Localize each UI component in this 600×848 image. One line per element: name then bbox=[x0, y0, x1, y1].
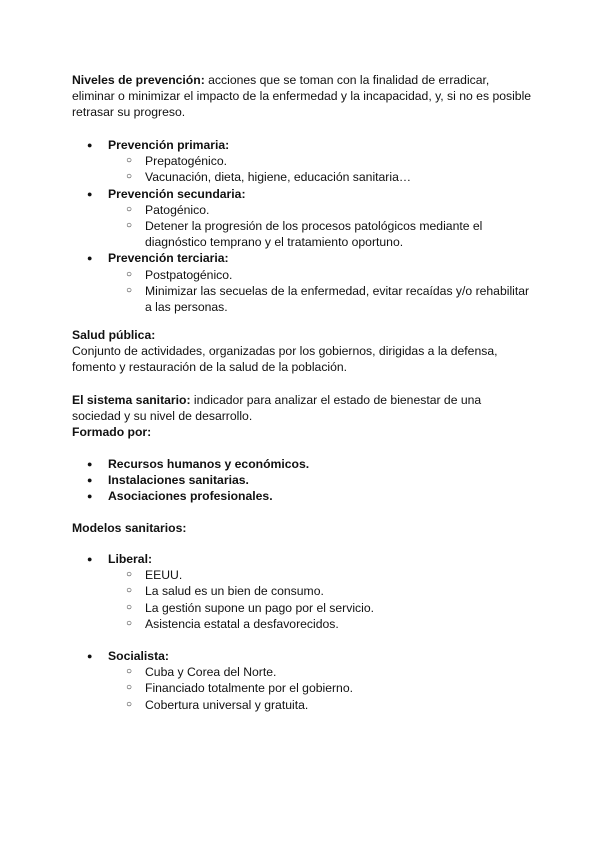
niveles-text: acciones que se toman con la finalidad de erradicar, eliminar o minimizar el impacto de la enfermedad y la incapacidad, y, si no es posible retrasar su progreso. bbox=[72, 73, 532, 120]
list-item: ○ Minimizar las secuelas de la enfermedad, evitar recaídas y/o rehabilitar a las personas. bbox=[108, 283, 532, 315]
sistema-title: El sistema sanitario: bbox=[72, 393, 191, 407]
list-item: ○ Cobertura universal y gratuita. bbox=[72, 697, 532, 713]
socialista-list bbox=[72, 648, 532, 713]
salud-title: Salud pública: bbox=[72, 328, 156, 342]
sistema-sanitario-section bbox=[72, 392, 532, 441]
list-item: ● Recursos humanos y económicos. bbox=[72, 456, 532, 472]
list-item: ○ La gestión supone un pago por el servicio. bbox=[72, 600, 532, 616]
modelos-section bbox=[72, 520, 532, 536]
list-item: ○ Prepatogénico. bbox=[108, 153, 532, 169]
salud-text: Conjunto de actividades, organizadas por los gobiernos, dirigidas a la defensa, fomento y restauración de la salud de la población. bbox=[72, 344, 498, 375]
formado-por: Formado por: bbox=[72, 425, 152, 440]
list-item: ○ Financiado totalmente por el gobierno. bbox=[72, 680, 532, 696]
list-item: ● Instalaciones sanitarias. bbox=[72, 472, 532, 488]
list-item: ● Asociaciones profesionales. bbox=[72, 488, 532, 504]
sistema-text: indicador para analizar el estado de bienestar de una sociedad y su nivel de desarrollo. bbox=[72, 393, 482, 424]
list-item: ○ EEUU. bbox=[72, 567, 532, 583]
list-item: ○ Patogénico. bbox=[108, 202, 532, 218]
prevencion-terciaria-label: Prevención terciaria: bbox=[108, 251, 229, 266]
niveles-list bbox=[72, 137, 532, 315]
list-item bbox=[72, 648, 532, 664]
salud-publica-section bbox=[72, 327, 532, 376]
list-item: ○ Cuba y Corea del Norte. bbox=[72, 664, 532, 680]
list-item: ○ Asistencia estatal a desfavorecidos. bbox=[72, 616, 532, 632]
list-item: ○ Detener la progresión de los procesos patológicos mediante el diagnóstico temprano y el tratamiento oportuno. bbox=[108, 218, 532, 250]
socialista-label: Socialista: bbox=[108, 649, 169, 663]
niveles-title: Niveles de prevención: bbox=[72, 73, 205, 87]
list-item: ○ Postpatogénico. bbox=[108, 267, 532, 283]
list-item bbox=[72, 186, 532, 251]
liberal-label: Liberal: bbox=[108, 552, 153, 566]
list-item bbox=[72, 250, 532, 315]
sistema-list bbox=[72, 456, 532, 505]
prevencion-secundaria-label: Prevención secundaria: bbox=[108, 186, 246, 201]
list-item bbox=[72, 551, 532, 567]
niveles-paragraph bbox=[72, 72, 532, 121]
list-item: ○ Vacunación, dieta, higiene, educación sanitaria… bbox=[108, 169, 532, 185]
list-item: ○ La salud es un bien de consumo. bbox=[72, 583, 532, 599]
liberal-list bbox=[72, 551, 532, 632]
list-item bbox=[72, 137, 532, 186]
prevencion-primaria-label: Prevención primaria: bbox=[108, 138, 230, 152]
modelos-title: Modelos sanitarios: bbox=[72, 521, 187, 535]
